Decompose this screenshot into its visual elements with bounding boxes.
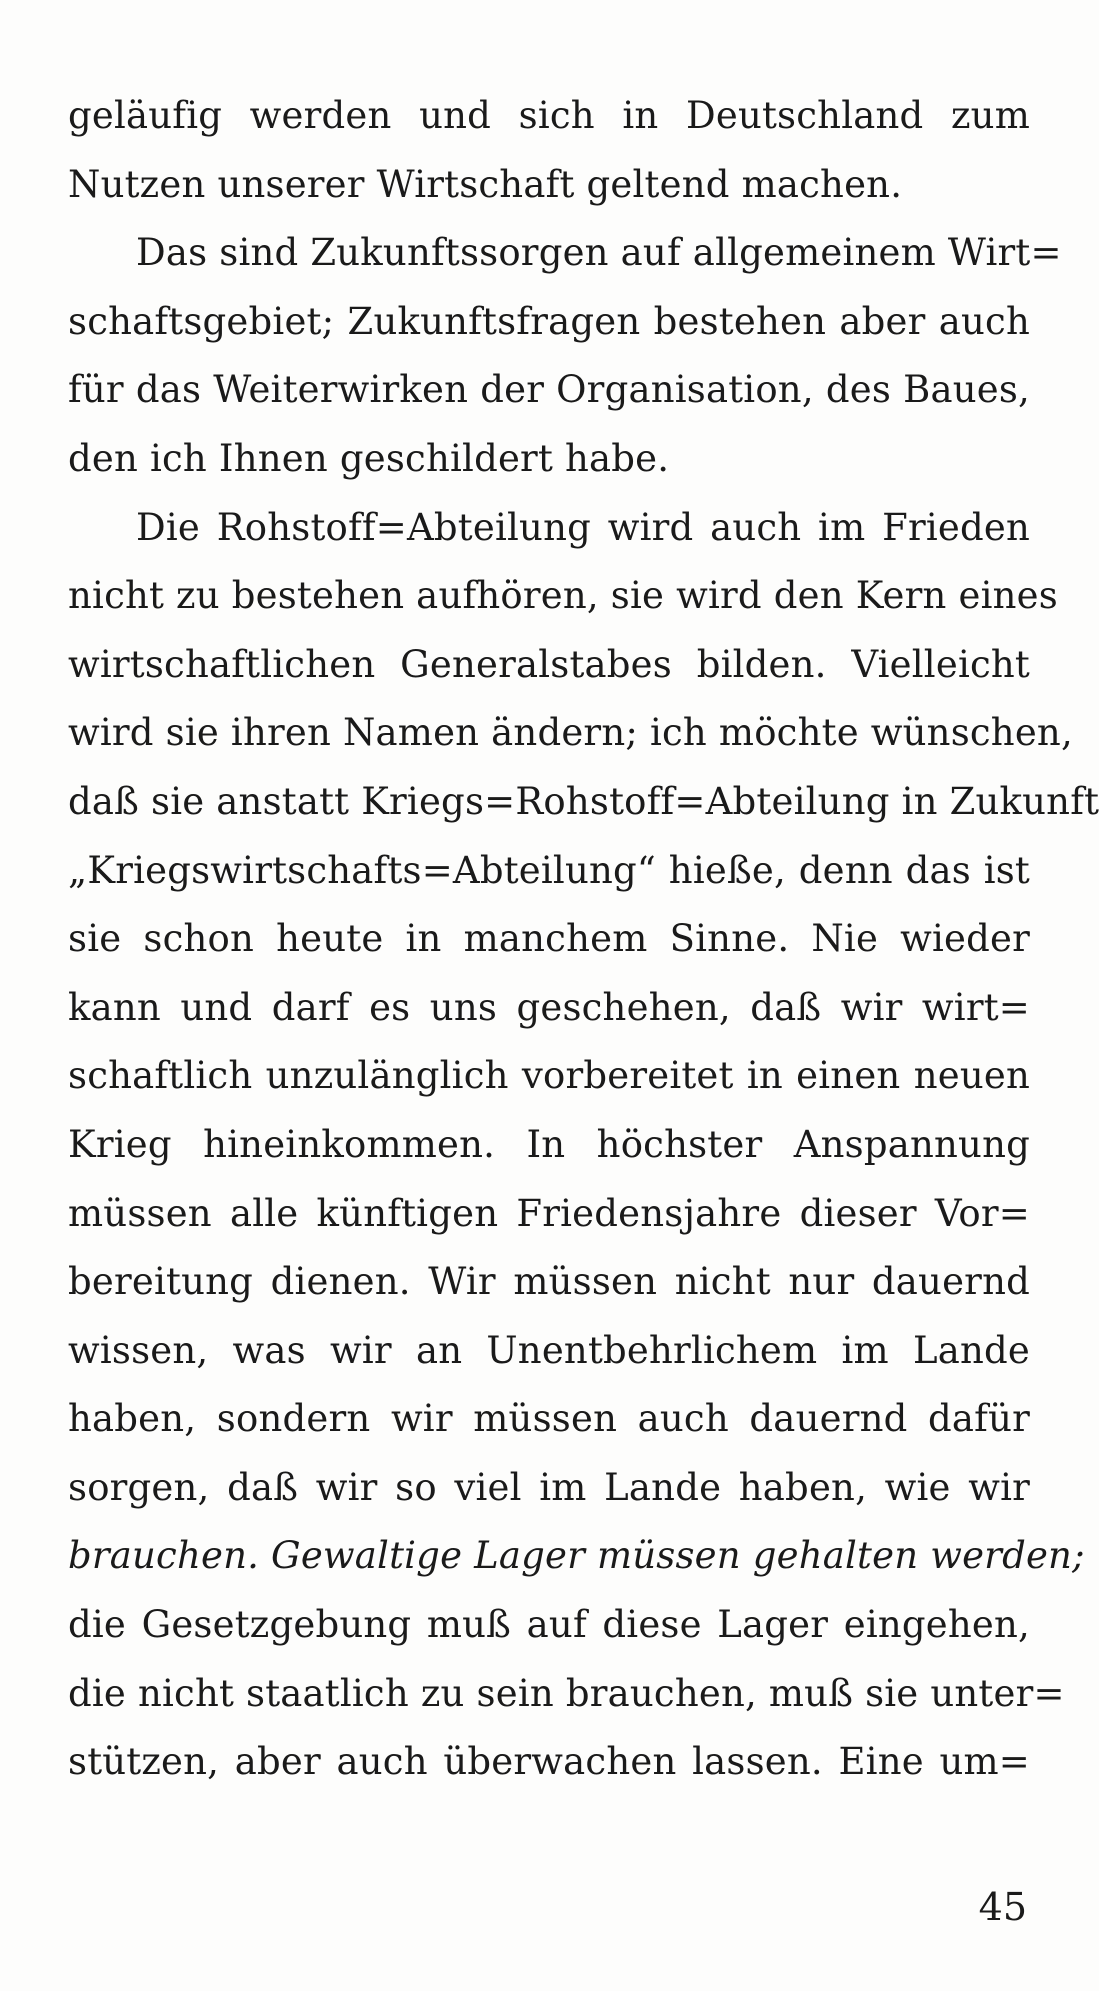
page-number: 45 [978, 1885, 1027, 1929]
text-line: „Kriegswirtschafts=Abteilung“ hieße, denn das ist [68, 848, 1030, 892]
text-line: schaftsgebiet; Zukunftsfragen bestehen aber auch [68, 299, 1030, 343]
text-line: nicht zu bestehen aufhören, sie wird den Kern eines [68, 574, 1058, 618]
text-line: wird sie ihren Namen ändern; ich möchte wünschen, [68, 711, 1073, 755]
text-line: kann und darf es uns geschehen, daß wir wirt= [68, 985, 1030, 1029]
text-line: wissen, was wir an Unentbehrlichem im Lande [68, 1328, 1030, 1372]
text-line: Das sind Zukunftssorgen auf allgemeinem Wirt= [136, 231, 1062, 275]
text-line: geläufig werden und sich in Deutschland zum [68, 94, 1030, 137]
text-line: daß sie anstatt Kriegs=Rohstoff=Abteilung in Zukunft [68, 779, 1099, 823]
text-line: die nicht staatlich zu sein brauchen, muß sie unter= [68, 1671, 1065, 1715]
text-line: die Gesetzgebung muß auf diese Lager eingehen, [68, 1603, 1030, 1647]
text-line: stützen, aber auch überwachen lassen. Eine um= [68, 1740, 1030, 1784]
text-line: den ich Ihnen geschildert habe. [68, 436, 670, 480]
text-line: Die Rohstoff=Abteilung wird auch im Frieden [136, 505, 1030, 549]
text-line: sorgen, daß wir so viel im Lande haben, wie wir [68, 1465, 1030, 1509]
text-line: sie schon heute in manchem Sinne. Nie wieder [68, 917, 1030, 961]
text-line: Krieg hineinkommen. In höchster Anspannung [68, 1122, 1030, 1166]
text-line: haben, sondern wir müssen auch dauernd dafür [68, 1397, 1030, 1441]
body-text [68, 82, 1099, 1797]
text-line: für das Weiterwirken der Organisation, des Baues, [68, 368, 1030, 412]
text-line: brauchen. Gewaltige Lager müssen gehalten werden; [68, 1534, 1085, 1578]
text-line: schaftlich unzulänglich vorbereitet in einen neuen [68, 1054, 1030, 1098]
text-line: wirtschaftlichen Generalstabes bilden. Vielleicht [68, 642, 1030, 686]
text-line: müssen alle künftigen Friedensjahre dieser Vor= [68, 1191, 1030, 1235]
text-line: bereitung dienen. Wir müssen nicht nur dauernd [68, 1260, 1030, 1304]
text-line: Nutzen unserer Wirtschaft geltend machen. [68, 162, 903, 206]
